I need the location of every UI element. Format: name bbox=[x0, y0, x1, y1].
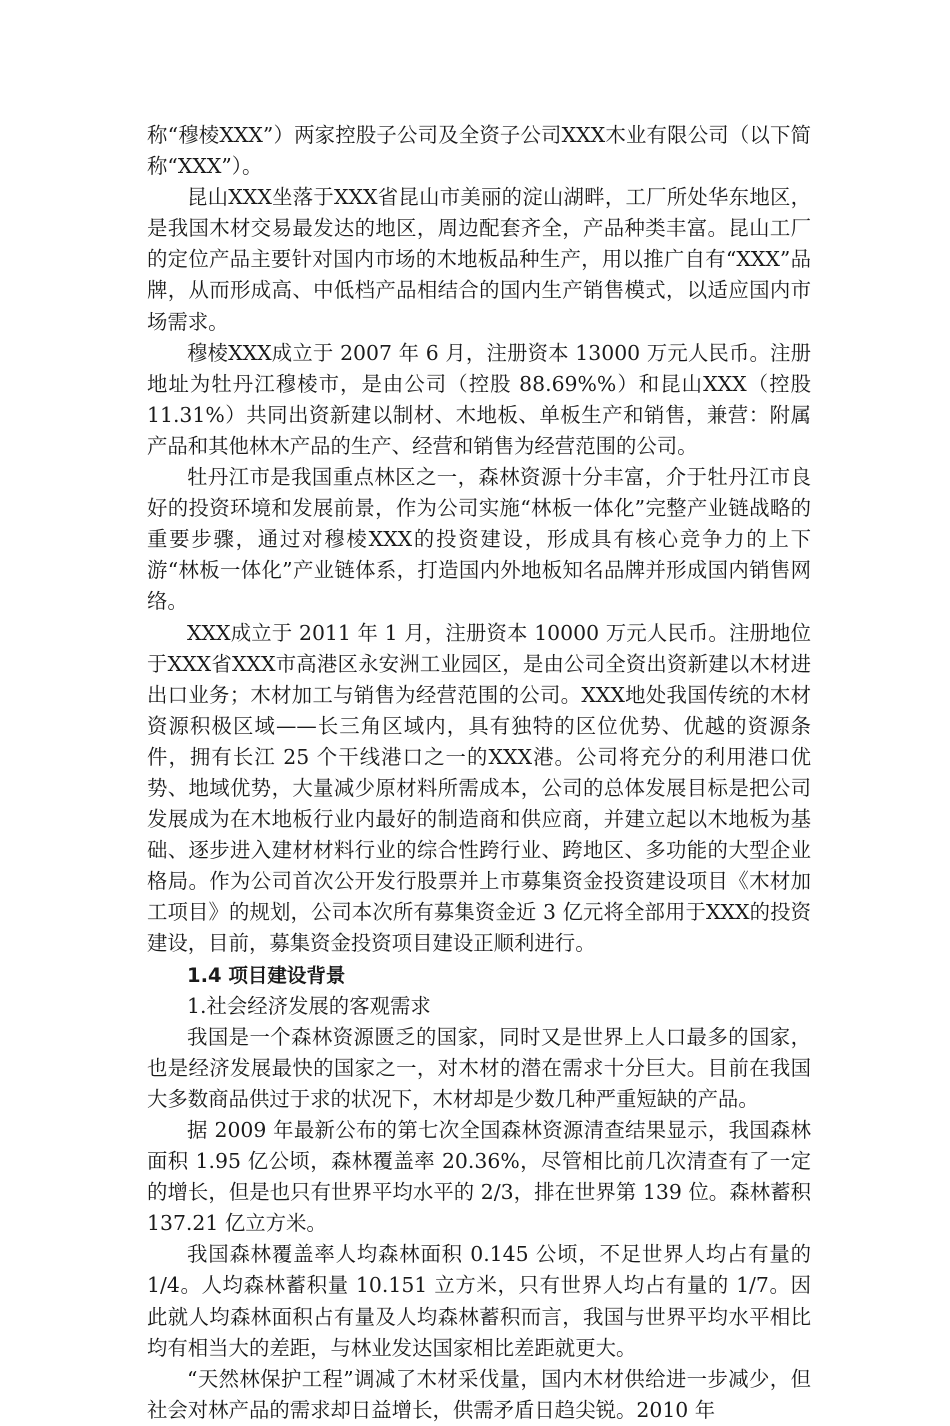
paragraph-forest-survey: 据 2009 年最新公布的第七次全国森林资源清查结果显示，我国森林面积 1.95 亿公顷，森林覆盖率 20.36%，尽管相比前几次清查有了一定的增长，但是也只有世界平均水平的 2/3，排在世界第 139 位。森林蓄积 137.21 亿立方米。 bbox=[147, 1118, 811, 1236]
paragraph-protection: “天然林保护工程”调减了木材采伐量，国内木材供给进一步减少，但社会对林产品的需求却日益增长，供需矛盾日趋尖锐。2010 年 bbox=[147, 1366, 811, 1422]
subsection-heading: 1.社会经济发展的客观需求 bbox=[187, 993, 431, 1018]
document-body bbox=[147, 120, 811, 1426]
paragraph-muling: 穆棱XXX成立于 2007 年 6 月，注册资本 13000 万元人民币。注册地址为牡丹江穆棱市，是由公司（控股 88.69%%）和昆山XXX（控股 11.31%）共同出资新建以制材、木地板、单板生产和销售，兼营：附属产品和其他林木产品的生产、经营和销售为经营范围的公司。 bbox=[147, 340, 811, 458]
paragraph-xxx-company: XXX成立于 2011 年 1 月，注册资本 10000 万元人民币。注册地位于XXX省XXX市高港区永安洲工业园区，是由公司全资出资新建以木材进出口业务；木材加工与销售为经营范围的公司。XXX地处我国传统的木材资源积极区域——长三角区域内，具有独特的区位优势、优越的资源条件，拥有长江 25 个干线港口之一的XXX港。公司将充分的利用港口优势、地域优势，大量减少原材料所需成本，公司的总体发展目标是把公司发展成为在木地板行业内最好的制造商和供应商，并建立起以木地板为基础、逐步进入建材材料行业的综合性跨行业、跨地区、多功能的大型企业格局。作为公司首次公开发行股票并上市募集资金投资建设项目《木材加工项目》的规划，公司本次所有募集资金近 3 亿元将全部用于XXX的投资建设，目前，募集资金投资项目建设正顺利进行。 bbox=[147, 620, 811, 956]
paragraph-mudanjiang: 牡丹江市是我国重点林区之一，森林资源十分丰富，介于牡丹江市良好的投资环境和发展前景，作为公司实施“林板一体化”完整产业链战略的重要步骤，通过对穆棱XXX的投资建设，形成具有核心竞争力的上下游“林板一体化”产业链体系，打造国内外地板知名品牌并形成国内销售网络。 bbox=[147, 465, 811, 614]
paragraph-continuation: 称“穆棱XXX”）两家控股子公司及全资子公司XXX木业有限公司（以下简称“XXX”）。 bbox=[147, 123, 811, 179]
paragraph-forest-demand: 我国是一个森林资源匮乏的国家，同时又是世界上人口最多的国家，也是经济发展最快的国家之一，对木材的潜在需求十分巨大。目前在我国大多数商品供过于求的状况下，木材却是少数几种严重短缺的产品。 bbox=[147, 1024, 811, 1111]
section-heading: 1.4 项目建设背景 bbox=[187, 963, 346, 987]
paragraph-per-capita: 我国森林覆盖率人均森林面积 0.145 公顷，不足世界人均占有量的 1/4。人均森林蓄积量 10.151 立方米，只有世界人均占有量的 1/7。因此就人均森林面积占有量及人均森林蓄积而言，我国与世界平均水平相比均有相当大的差距，与林业发达国家相比差距就更大。 bbox=[147, 1242, 811, 1360]
paragraph-kunshan: 昆山XXX坐落于XXX省昆山市美丽的淀山湖畔，工厂所处华东地区，是我国木材交易最发达的地区，周边配套齐全，产品种类丰富。昆山工厂的定位产品主要针对国内市场的木地板品种生产，用以推广自有“XXX”品牌，从而形成高、中低档产品相结合的国内生产销售模式，以适应国内市场需求。 bbox=[147, 185, 811, 334]
